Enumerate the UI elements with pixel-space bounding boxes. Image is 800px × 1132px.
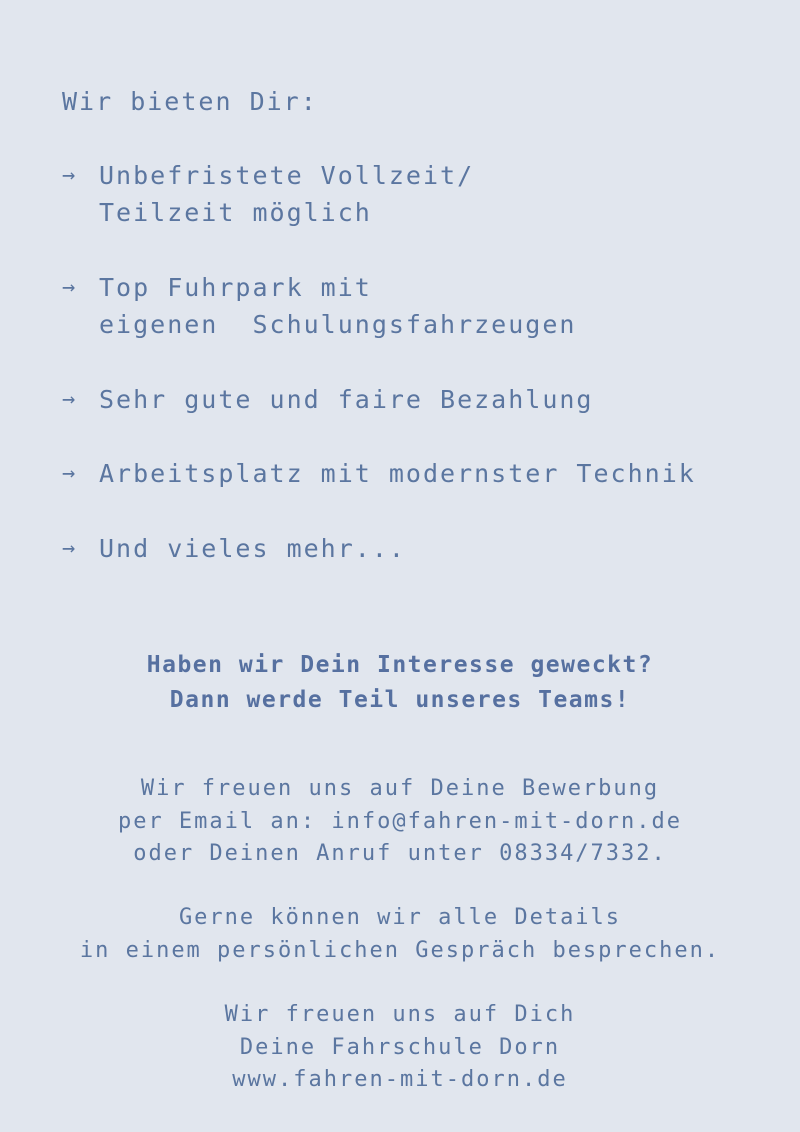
contact-paragraph: [0, 773, 800, 871]
contact-phone-line[interactable]: oder Deinen Anruf unter 08334/7332.: [133, 841, 667, 866]
offer-line: Teilzeit möglich: [99, 198, 372, 227]
offer-item-salary: [62, 381, 594, 418]
page-heading: Wir bieten Dir:: [62, 87, 318, 116]
arrow-right-icon: →: [62, 536, 78, 561]
offer-line: eigenen Schulungsfahrzeugen: [99, 310, 577, 339]
call-to-action: [0, 648, 800, 718]
closing-line: Wir freuen uns auf Dich: [224, 1002, 576, 1027]
cta-line: Haben wir Dein Interesse geweckt?: [146, 652, 654, 678]
arrow-right-icon: →: [62, 387, 78, 412]
offer-item-more: [62, 530, 406, 567]
arrow-right-icon: →: [62, 163, 78, 188]
offer-item-workplace: [62, 455, 696, 492]
offer-item-fleet: [62, 269, 576, 343]
details-line: Gerne können wir alle Details: [178, 905, 622, 930]
cta-line: Dann werde Teil unseres Teams!: [169, 687, 631, 713]
offer-item-contract: [62, 157, 474, 231]
details-line: in einem persönlichen Gespräch besprechen.: [79, 937, 721, 963]
closing-paragraph: [0, 999, 800, 1097]
signature-line: Deine Fahrschule Dorn: [239, 1034, 561, 1060]
website-link[interactable]: www.fahren-mit-dorn.de: [232, 1067, 568, 1092]
offer-line: Arbeitsplatz mit modernster Technik: [99, 459, 696, 488]
offer-line: Sehr gute und faire Bezahlung: [99, 385, 594, 414]
offer-line: Top Fuhrpark mit: [99, 273, 372, 302]
contact-line: Wir freuen uns auf Deine Bewerbung: [140, 776, 660, 801]
offer-line: Unbefristete Vollzeit/: [99, 161, 475, 190]
contact-email-line[interactable]: per Email an: info@fahren-mit-dorn.de: [117, 808, 683, 834]
details-paragraph: [0, 902, 800, 967]
arrow-right-icon: →: [62, 461, 78, 486]
arrow-right-icon: →: [62, 275, 78, 300]
offer-line: Und vieles mehr...: [99, 534, 406, 563]
